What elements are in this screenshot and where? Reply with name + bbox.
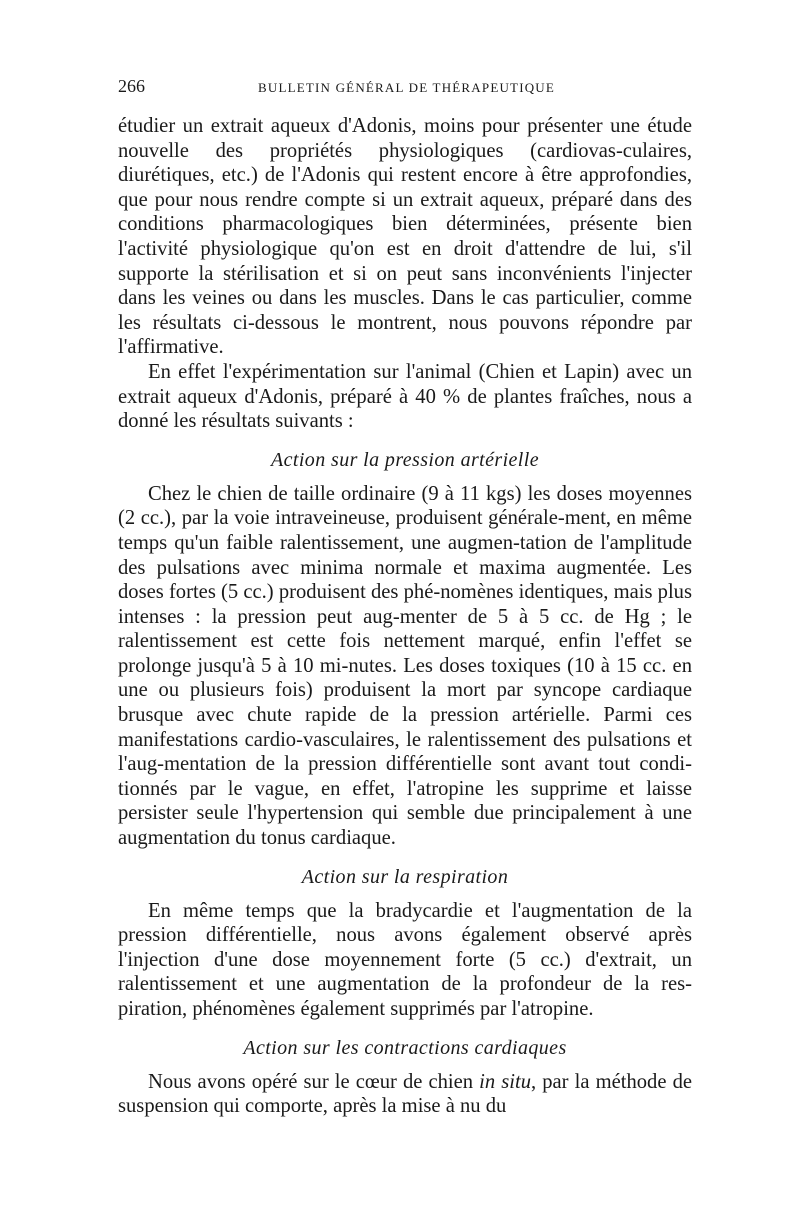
paragraph-respiration: En même temps que la bradycardie et l'augmentation de la pression différentielle, nous avons également observé après l'injection d'une dose moyennement forte (5 cc.) d'extrait, un ralentissement et une augmentation de la profondeur de la res-piration, phénomènes également supprimés par l'atropine. bbox=[118, 899, 692, 1020]
document-page bbox=[118, 72, 692, 1119]
in-situ-italic: in situ bbox=[479, 1070, 532, 1093]
page-number: 266 bbox=[118, 76, 145, 96]
heading-pression-arterielle: Action sur la pression artérielle bbox=[271, 448, 539, 471]
running-title: BULLETIN GÉNÉRAL DE THÉRAPEUTIQUE bbox=[258, 80, 556, 95]
heading-contractions: Action sur les contractions cardiaques bbox=[243, 1036, 567, 1059]
paragraph-contractions-end: , par la méthode de suspension qui comporte, après la mise à nu du bbox=[118, 1070, 692, 1118]
paragraph-experiment: En effet l'expérimentation sur l'animal (Chien et Lapin) avec un extrait aqueux d'Adonis, préparé à 40 % de plantes fraîches, nous a donné les résultats suivants : bbox=[118, 360, 692, 433]
page-header bbox=[118, 72, 692, 100]
body-text bbox=[118, 114, 692, 1119]
paragraph-intro: étudier un extrait aqueux d'Adonis, moins pour présenter une étude nouvelle des propriétés physiologiques (cardiovas-culaires, diurétiques, etc.) de l'Adonis qui restent encore à être approfondies, que pour nous rendre compte si un extrait aqueux, préparé dans des conditions pharmacologiques bien déterminées, présente bien l'activité physiologique qu'on est en droit d'attendre de lui, s'il supporte la stérilisation et si on peut sans inconvénients l'injecter dans les veines ou dans les muscles. Dans le cas particulier, comme les résultats ci-dessous le montrent, nous pouvons répondre par l'affirmative. bbox=[118, 115, 692, 359]
paragraph-contractions-start: Nous avons opéré sur le cœur de chien bbox=[148, 1070, 480, 1093]
heading-respiration: Action sur la respiration bbox=[301, 865, 509, 888]
paragraph-pression: Chez le chien de taille ordinaire (9 à 11 kgs) les doses moyennes (2 cc.), par la voie intraveineuse, produisent générale-ment, en même temps qu'un faible ralentissement, une augmen-tation de l'amplitude des pulsations avec minima normale et maxima augmentée. Les doses fortes (5 cc.) produisent des phé-nomènes identiques, mais plus intenses : la pression peut aug-menter de 5 à 5 cc. de Hg ; le ralentissement est cette fois nettement marqué, enfin l'effet se prolonge jusqu'à 5 à 10 mi-nutes. Les doses toxiques (10 à 15 cc. en une ou plusieurs fois) produisent la mort par syncope cardiaque brusque avec chute rapide de la pression artérielle. Parmi ces manifestations cardio-vasculaires, le ralentissement des pulsations et l'aug-mentation de la pression différentielle sont avant tout condi-tionnés par le vague, en effet, l'atropine les supprime et laisse persister seule l'hypertension qui semble due principalement à une augmentation du tonus cardiaque. bbox=[118, 482, 692, 850]
paragraph-contractions bbox=[118, 1070, 692, 1119]
